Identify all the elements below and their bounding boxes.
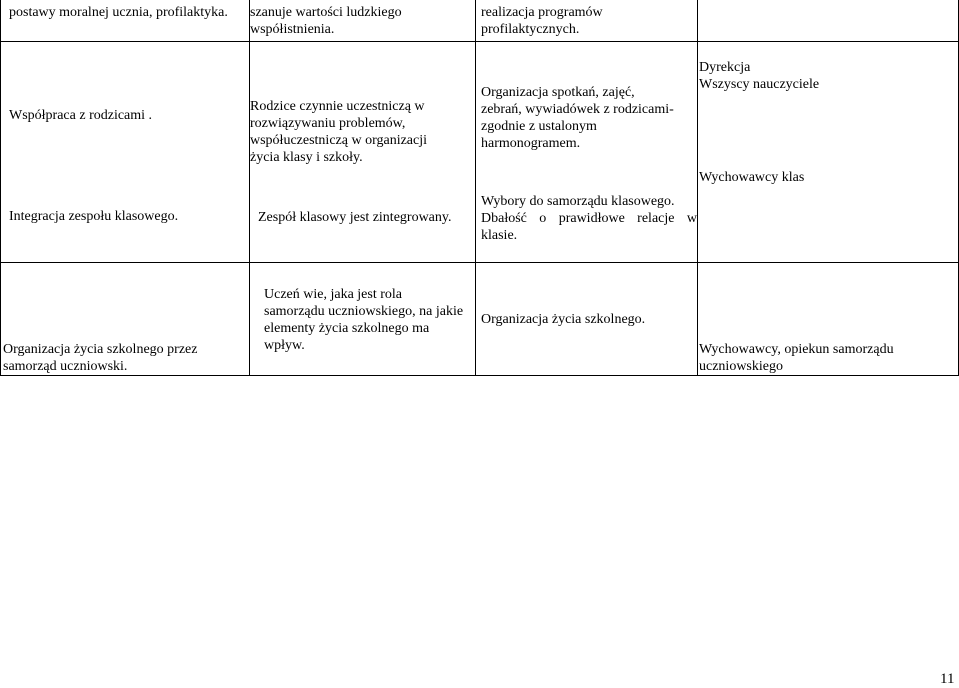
table-divider-3	[697, 0, 698, 376]
page-number: 11	[940, 671, 955, 687]
row-separator-1	[0, 41, 959, 42]
row2-col2-parents: Rodzice czynnie uczestniczą w rozwiązywaniu problemów, współuczestniczą w organizacji życia klasy i szkoły.	[250, 99, 428, 165]
row2-col3-elections: Wybory do samorządu klasowego.	[481, 194, 675, 209]
row2-col1-cooperation: Współpraca z rodzicami .	[9, 108, 153, 123]
table-divider-2	[475, 0, 476, 376]
row2-col3-relations: Dbałość o prawidłowe relacje w	[481, 211, 697, 226]
table-border-left	[0, 0, 1, 376]
table-divider-1	[249, 0, 250, 376]
row2-col3-class: klasie.	[481, 228, 518, 243]
row3-col2-text: Uczeń wie, jaka jest rola samorządu uczniowskiego, na jakie elementy życia szkolnego ma wpływ.	[264, 287, 464, 353]
row1-col3-text: realizacja programów profilaktycznych.	[481, 5, 603, 37]
row2-col1-integration: Integracja zespołu klasowego.	[9, 209, 179, 224]
row1-col1-text: postawy moralnej ucznia, profilaktyka.	[9, 5, 228, 20]
row2-col4-tutors: Wychowawcy klas	[699, 170, 805, 185]
row2-col3-meetings: Organizacja spotkań, zajęć, zebrań, wywiadówek z rodzicami- zgodnie z ustalonym harmonogramem.	[481, 85, 674, 151]
table-border-bottom	[0, 375, 959, 376]
row3-col4-text: Wychowawcy, opiekun samorządu uczniowskiego	[699, 342, 894, 374]
row2-col2-team: Zespół klasowy jest zintegrowany.	[258, 210, 452, 225]
row3-col1-text: Organizacja życia szkolnego przez samorząd uczniowski.	[3, 342, 198, 374]
row-separator-2	[0, 262, 959, 263]
row3-col3-text: Organizacja życia szkolnego.	[481, 312, 646, 327]
row2-col4-staff: Dyrekcja Wszyscy nauczyciele	[699, 60, 820, 92]
row1-col2-text: szanuje wartości ludzkiego współistnienia.	[250, 5, 402, 37]
